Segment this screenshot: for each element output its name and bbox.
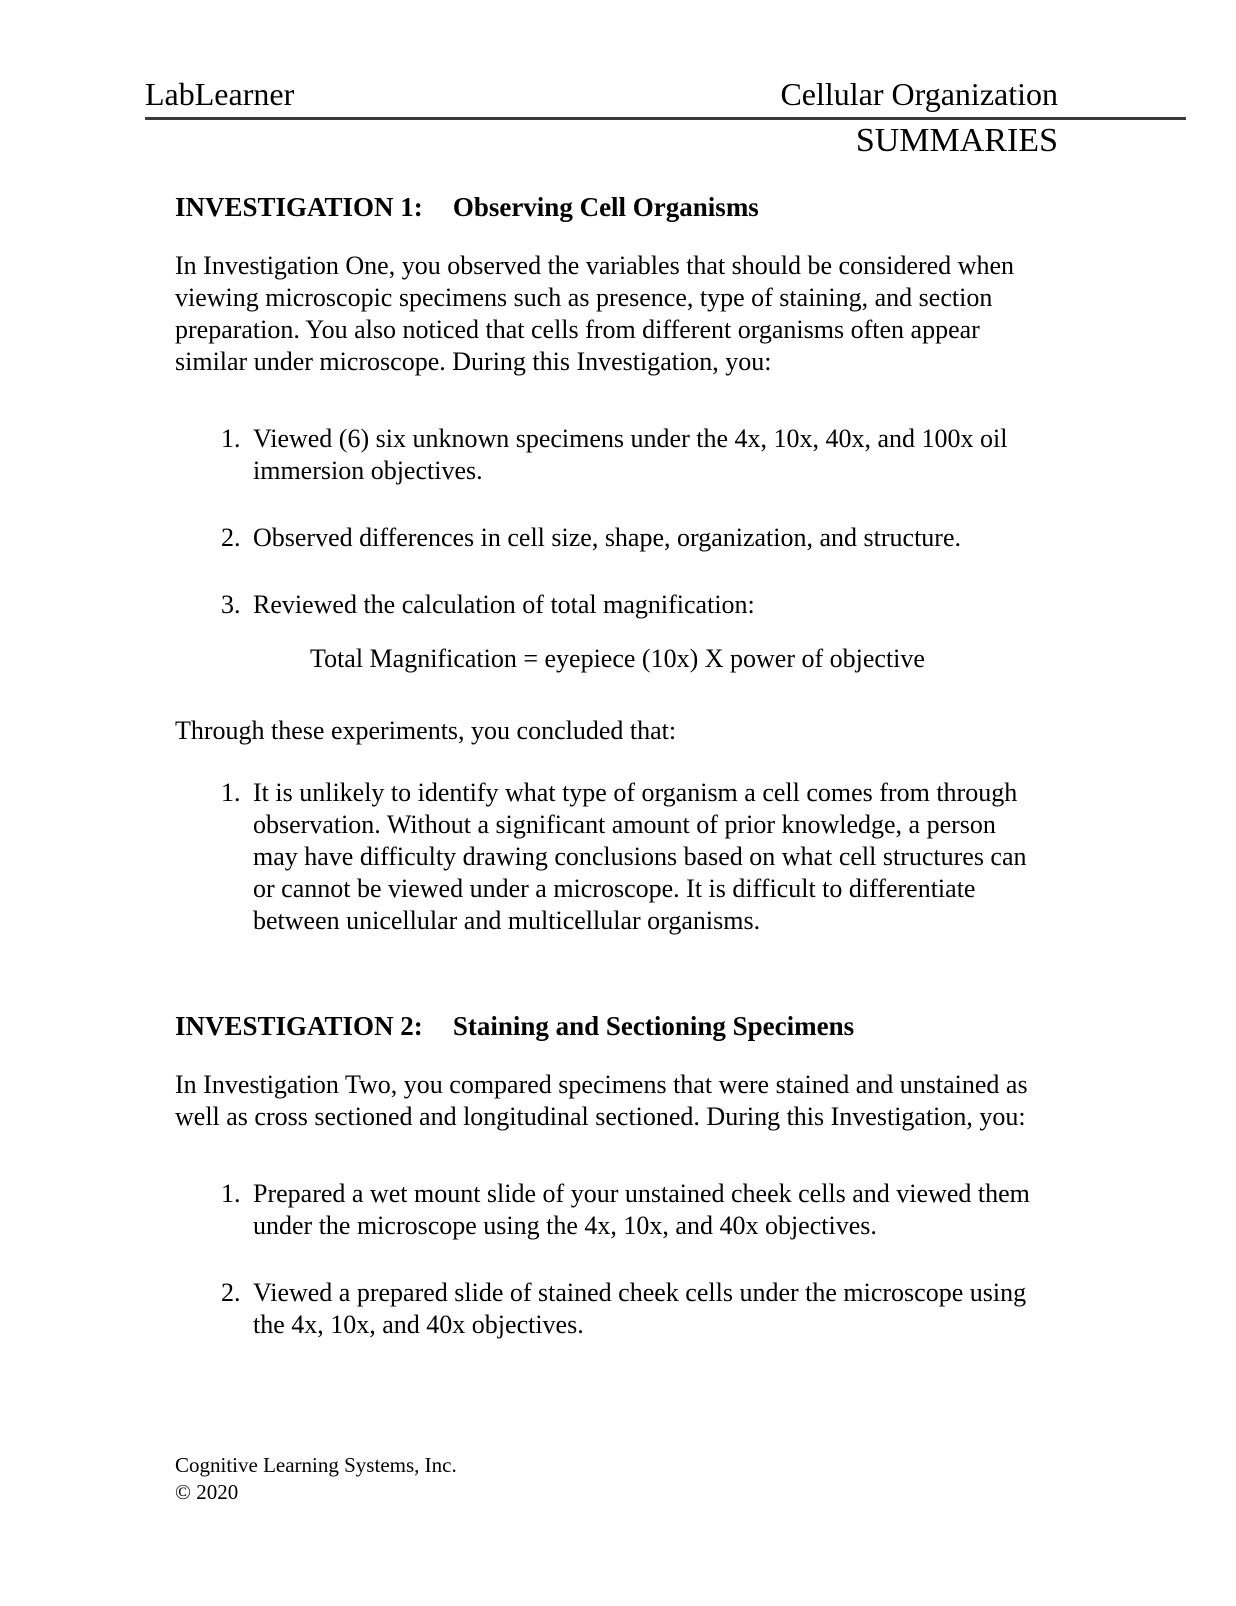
investigation-1-activity-list <box>175 423 1043 621</box>
document-body <box>175 190 1043 1341</box>
investigation-2-label: INVESTIGATION 2: <box>175 1011 423 1041</box>
list-item-text: Observed differences in cell size, shape, organization, and structure. <box>253 523 961 552</box>
footer-company: Cognitive Learning Systems, Inc. <box>175 1453 457 1477</box>
conclusion-intro: Through these experiments, you concluded that: <box>175 716 677 745</box>
list-item-text: It is unlikely to identify what type of organism a cell comes from through observation. Without a significant amount of prior knowledge, a person may have difficulty drawing conclusions based on what cell structures can or cannot be viewed under a microscope. It is difficult to differentiate between unicellular and multicellular organisms. <box>253 778 1027 935</box>
investigation-2-intro: In Investigation Two, you compared specimens that were stained and unstained as well as cross sectioned and longitudinal sectioned. During this Investigation, you: <box>175 1070 1028 1131</box>
investigation-2-title: Staining and Sectioning Specimens <box>452 1011 855 1041</box>
page-header <box>145 0 1186 162</box>
investigation-2-section <box>175 1009 1043 1341</box>
list-item-text: Prepared a wet mount slide of your unstained cheek cells and viewed them under the microscope using the 4x, 10x, and 40x objectives. <box>253 1179 1030 1240</box>
list-item-text: Viewed a prepared slide of stained cheek cells under the microscope using the 4x, 10x, and 40x objectives. <box>253 1278 1027 1339</box>
investigation-2-heading <box>175 1009 1043 1043</box>
header-subtitle-row <box>145 120 1186 162</box>
document-subtitle: SUMMARIES <box>855 122 1058 159</box>
page-footer <box>175 1452 457 1506</box>
list-item <box>247 1277 1043 1341</box>
list-item <box>247 522 1043 554</box>
investigation-1-section <box>175 190 1043 937</box>
investigation-2-activity-list <box>175 1178 1043 1341</box>
investigation-1-intro: In Investigation One, you observed the variables that should be considered when viewing microscopic specimens such as presence, type of staining, and section preparation. You also noticed that cells from different organisms often appear similar under microscope. During this Investigation, you: <box>175 251 1014 376</box>
investigation-1-title: Observing Cell Organisms <box>452 192 759 222</box>
brand-name: LabLearner <box>145 76 295 112</box>
list-item <box>247 589 1043 621</box>
document-title: Cellular Organization <box>780 76 1058 112</box>
header-row <box>145 76 1186 120</box>
magnification-equation: Total Magnification = eyepiece (10x) X power of objective <box>310 644 925 673</box>
investigation-1-heading <box>175 190 1043 224</box>
investigation-1-label: INVESTIGATION 1: <box>175 192 423 222</box>
list-item-text: Reviewed the calculation of total magnification: <box>253 590 755 619</box>
footer-copyright: © 2020 <box>175 1480 239 1504</box>
list-item <box>247 1178 1043 1242</box>
list-item-text: Viewed (6) six unknown specimens under the 4x, 10x, 40x, and 100x oil immersion objectives. <box>253 424 1008 485</box>
investigation-1-conclusion-list <box>175 777 1043 937</box>
list-item <box>247 777 1043 937</box>
list-item <box>247 423 1043 487</box>
